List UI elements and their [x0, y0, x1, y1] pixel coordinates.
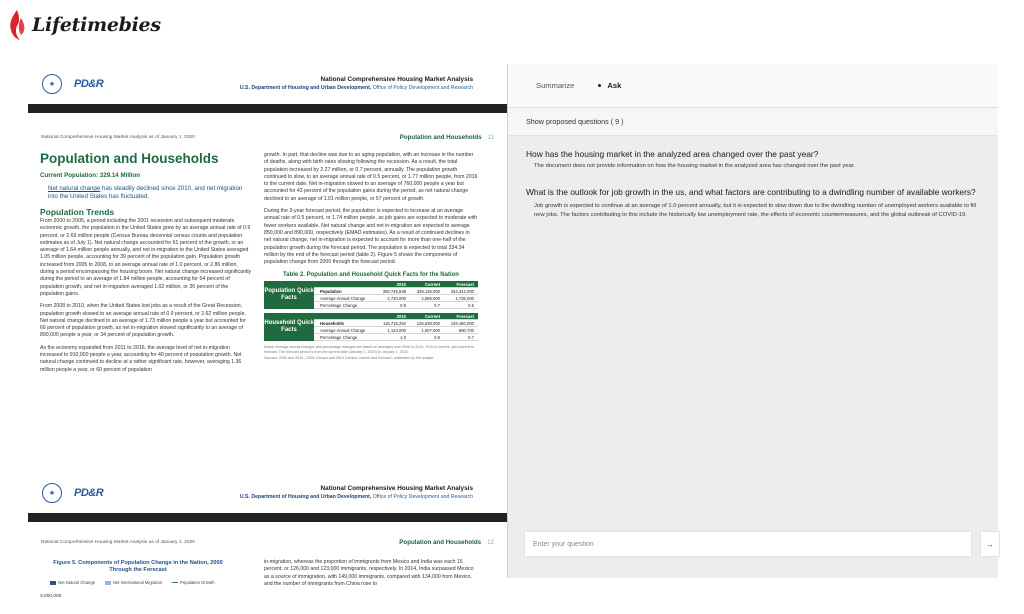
paragraph: From 2008 to 2010, when the United States lost jobs as a result of the Great Recession, population growth slowed to an average annual rate of 0.9 percent, or 2.62 million people. Net natural change declined to an average of 1.73 million people a year but accounted for 66 percent of population growth, as net in-migration slowed significantly to an average of 890,000 people a year, or 34 percent of population growth.	[40, 303, 246, 339]
population-block	[264, 281, 478, 309]
hud-seal-icon: ★	[42, 74, 62, 94]
brand-logo	[6, 8, 161, 42]
page-number: 12	[487, 538, 494, 546]
tab-ask[interactable]	[598, 81, 621, 90]
left-column	[40, 151, 252, 374]
header-title: National Comprehensive Housing Market Analysis	[320, 76, 473, 83]
household-grid	[314, 313, 478, 341]
page-title: Population and Households	[40, 151, 219, 166]
header-org: U.S. Department of Housing and Urban Development,	[239, 85, 372, 91]
cell: 329,135,000	[416, 288, 440, 294]
question: What is the outlook for job growth in the us, and what factors are contributing to a dwindling number of available workers?	[526, 187, 976, 197]
cell: 1,736,000	[455, 295, 474, 301]
header-org-line	[240, 85, 473, 91]
pdf-page-header	[28, 473, 507, 513]
table-row	[314, 288, 478, 295]
running-header	[38, 534, 497, 550]
send-arrow-icon: →	[986, 539, 994, 549]
paragraph: in-migration, whereas the proportion of immigrants from Mexico and India was each 15 percent, or 126,000 and 123,000 immigrants, respectively. In 2014, India surpassed Mexico as a source of immigration, with 149,000 immigrants, compared with 134,000 from Mexico, and the number of immigrants from China rose to	[264, 559, 474, 587]
header-org-line	[240, 494, 473, 500]
cell: 0.7	[434, 302, 440, 308]
legend-label: Net Natural Change	[58, 580, 96, 585]
table-row	[314, 302, 478, 309]
answer: The document does not provide information on how the housing market in the analyzed area has changed over the past year.	[534, 163, 855, 169]
running-header-left: National Comprehensive Housing Market Analysis as of January 1, 2020	[41, 539, 195, 545]
quick-facts-table	[264, 272, 478, 360]
legend-swatch	[105, 581, 111, 585]
callout-link[interactable]: Net natural change	[48, 185, 101, 192]
cell: Percentage Change	[320, 302, 358, 308]
running-header-left: National Comprehensive Housing Market Analysis as of January 1, 2020	[41, 134, 195, 140]
header-office: Office of Policy Development and Research	[372, 494, 473, 500]
cell: 0.8	[434, 334, 440, 340]
table-row	[314, 327, 478, 334]
legend-label: Net International Migration	[113, 580, 163, 585]
callout	[48, 185, 252, 201]
col-header: 2010	[396, 281, 406, 287]
active-dot-icon	[598, 84, 601, 87]
page-separator	[28, 104, 507, 113]
pdf-page-12	[28, 534, 507, 614]
cell: Average Annual Change	[320, 295, 366, 301]
figure-legend	[50, 580, 215, 585]
paragraph: During the 3-year forecast period, the population is expected to increase at an average annual rate of 0.5 percent, or 1.74 million people, as job gains are expected to moderate with fewer workers available. Net natural change and net in-migration are expected to average 850,000 and 890,000, respectively (EMAD estimates). As a result of continued declines in net natural change, net in-migration is expected to account for more than one-half of the population growth during the forecast period. The population is expected to total 334.34 million by the end of the forecast period (table 2). Figure 5 shows the components of population change from 2000 through the forecast period.	[264, 208, 478, 266]
header-text	[240, 485, 473, 500]
pdr-logo: PD&R	[74, 487, 104, 499]
pdf-viewer[interactable]	[28, 64, 507, 599]
header-title: National Comprehensive Housing Market Analysis	[320, 485, 473, 492]
table-row	[314, 320, 478, 327]
tab-summarize[interactable]	[536, 81, 574, 90]
cell: 1,124,000	[387, 327, 406, 333]
figure-title: Figure 5. Components of Population Change in the Nation, 2000 Through the Forecast	[53, 560, 223, 573]
legend-item	[172, 580, 214, 585]
legend-item	[105, 580, 162, 585]
header-org: U.S. Department of Housing and Urban Development,	[239, 494, 372, 500]
cell: 308,745,538	[382, 288, 406, 294]
cell: 0.9	[400, 302, 406, 308]
running-header-right	[400, 134, 494, 141]
answer: Job growth is expected to continue at an average of 1.0 percent annually, but it is expected to slow down due to the dwindling number of unemployed workers available to fill new jobs. The factors contributing to this include the historically low unemployment rate, the effects of economic countermeasures, and the global outbreak of COVID-19.	[534, 203, 977, 218]
hud-seal-icon: ★	[42, 483, 62, 503]
section-name: Population and Households	[399, 538, 482, 546]
table-header-row	[314, 313, 478, 320]
assistant-panel	[508, 64, 998, 578]
col-header: Forecast	[456, 313, 474, 319]
household-label: Household Quick Facts	[264, 313, 314, 341]
running-header	[38, 129, 497, 145]
question-input[interactable]	[524, 531, 972, 557]
tab-label: Summarize	[536, 81, 575, 90]
col-header: 2010	[396, 313, 406, 319]
cell: 116,716,292	[383, 320, 406, 326]
header-office: Office of Policy Development and Research	[372, 85, 473, 91]
right-column	[264, 558, 478, 588]
household-block	[264, 313, 478, 341]
panel-tabs	[508, 64, 998, 108]
cell: 1,007,000	[421, 327, 440, 333]
cell: Average Annual Change	[320, 327, 366, 333]
legend-label: Population Growth	[180, 580, 215, 585]
col-header: Current	[424, 313, 440, 319]
paragraph: From 2000 to 2005, a period including the 2001 recession and subsequent moderate economic growth, the population in the United States grew by an average annual rate of 0.9 percent, or 2.69 million people (Census Bureau decennial census counts and population estimates as of July 1). Net natural change accounted for 61 percent of the growth, or an average of 1.64 million people annually, and net in-migration to the United States averaged 1.05 million people, accounting for 39 percent of the population gain. Population growth increased from 2005 to 2008, to an average annual rate of 1.0 percent, or 2.86 million, during a period encompassing the housing boom. Net natural change increased significantly during the period to an average of 1.84 million people, accounting for 64 percent of population growth, and net in-migration averaged 1.02 million, or 36 percent of the population gains.	[40, 218, 252, 297]
pdf-page-11	[28, 129, 507, 473]
cell: 2,720,000	[387, 295, 406, 301]
section-subheading: Population Trends	[40, 207, 115, 217]
legend-swatch	[172, 582, 178, 584]
show-proposed-questions-button[interactable]: Show proposed questions ( 9 )	[508, 108, 998, 136]
table-header-row	[314, 281, 478, 288]
current-population: Current Population: 329.14 Million	[40, 172, 141, 179]
brand-name: Lifetimebies	[32, 14, 161, 36]
cell: 129,180,000	[450, 320, 474, 326]
qa-item	[526, 186, 980, 220]
y-axis-tick: 3,000,000	[40, 594, 62, 599]
paragraph: As the economy expanded from 2011 to 2016, the average level of net in-migration increased to 910,000 people a year, accounting for 40 percent of population growth. Net natural change continued to decline at a rather significant rate, however, averaging 1.36 million people a year, or 60 percent of population	[40, 344, 242, 373]
pdr-logo: PD&R	[74, 78, 104, 90]
cell: 1.0	[400, 334, 406, 340]
page-gap	[28, 113, 507, 127]
cell: 334,342,000	[450, 288, 474, 294]
question-input-row	[524, 531, 1000, 557]
running-header-right	[399, 539, 494, 546]
cell: 0.5	[468, 302, 474, 308]
col-header: Forecast	[456, 281, 474, 287]
flame-logo-icon	[6, 8, 28, 42]
table-row	[314, 334, 478, 341]
table-notes: Notes: Average annual changes and percentage changes are based on averages from 2000 to 2010, 2010 to current, and current to forecast. The forecast period is from the current date (January 1, 2020) to January 1, 2023.	[264, 345, 474, 355]
qa-item	[526, 148, 980, 171]
question: How has the housing market in the analyzed area changed over the past year?	[526, 149, 819, 159]
paragraph: growth. In part, that decline was due to an aging population, with an increase in the number of deaths, along with birth rates slowing following the recession. As a result, the total population increased by 2.27 million, or 0.7 percent, annually. The population growth continued to slow, to an average annual rate of 0.5 percent, or 1.77 million people, from 2016 to the current date. Net in-migration slowed to an average of 760,000 people a year but accounted for 43 percent of the population gains during the period, as net natural change declined to an average of 1.01 million people, or 57 percent of growth.	[264, 152, 478, 202]
cell: 126,538,000	[416, 320, 440, 326]
pdf-page-header	[28, 64, 507, 104]
cell: Population	[320, 288, 342, 294]
cell: 880,700	[458, 327, 474, 333]
col-header: Current	[424, 281, 440, 287]
send-button[interactable]	[980, 531, 1000, 557]
table-title: Table 2. Population and Household Quick Facts for the Nation	[283, 272, 459, 279]
population-label: Population Quick Facts	[264, 281, 314, 309]
cell: Percentage Change	[320, 334, 358, 340]
header-text	[240, 76, 473, 91]
section-name: Population and Households	[399, 133, 482, 141]
qa-list	[508, 148, 998, 220]
page-separator	[28, 513, 507, 522]
cell: 0.7	[468, 334, 474, 340]
table-sources: Sources: 2000 and 2010—2000 Census and 2010 Census; current and forecast—estimates by the analyst	[264, 355, 434, 360]
cell: 2,085,000	[421, 295, 440, 301]
page-number: 11	[487, 133, 494, 141]
table-row	[314, 295, 478, 302]
right-column	[264, 151, 478, 360]
legend-item	[50, 580, 95, 585]
legend-swatch	[50, 581, 56, 585]
tab-label: Ask	[607, 81, 622, 90]
callout-text: has steadily declined since 2010, and net migration into the United States has fluctuated.	[48, 185, 243, 200]
cell: Households	[320, 320, 344, 326]
population-grid	[314, 281, 478, 309]
